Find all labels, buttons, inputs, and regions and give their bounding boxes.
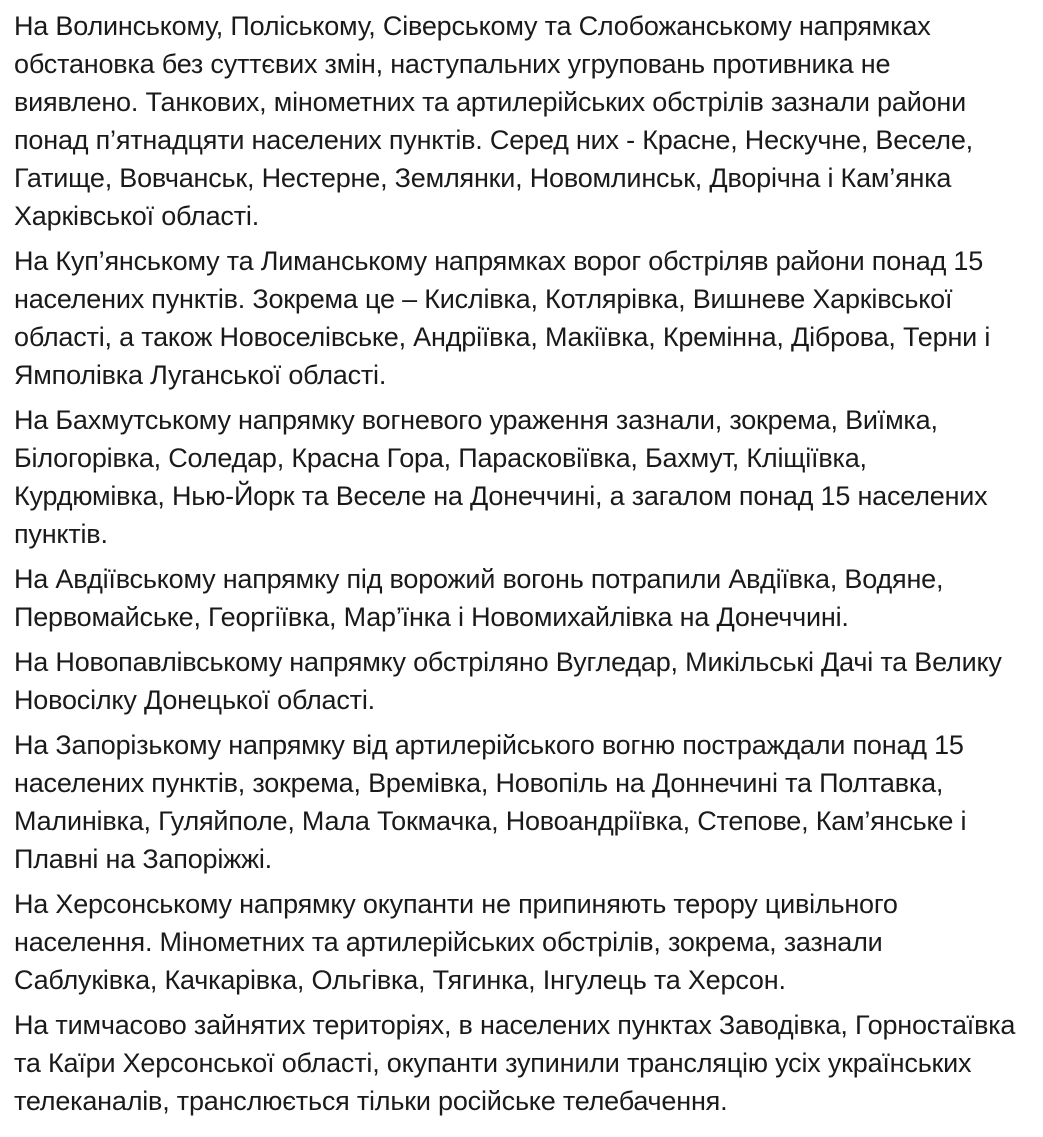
text-line: На Волинському, Поліському, Сіверському та Слобожанському напрямках [14, 11, 931, 41]
text-line: Білогорівка, Соледар, Красна Гора, Парасковіївка, Бахмут, Кліщіївка, [14, 443, 867, 473]
text-line: На Бахмутському напрямку вогневого ураження зазнали, зокрема, Виїмка, [14, 405, 938, 435]
text-line: населених пунктів. Зокрема це – Кислівка, Котлярівка, Вишневе Харківської [14, 284, 953, 314]
text-line: На Куп’янському та Лиманському напрямках ворог обстріляв райони понад 15 [14, 246, 984, 276]
paragraph [14, 885, 1029, 999]
text-line: та Каїри Херсонської області, окупанти зупинили трансляцію усіх українських [14, 1048, 972, 1078]
text-line: Плавні на Запоріжжі. [14, 844, 272, 874]
text-line: області, а також Новоселівське, Андріївка, Макіївка, Кремінна, Діброва, Терни і [14, 322, 991, 352]
paragraph [14, 401, 1029, 553]
paragraph [14, 643, 1029, 719]
text-line: телеканалів, транслюється тільки російське телебачення. [14, 1086, 728, 1116]
document-body [14, 7, 1029, 1120]
paragraph [14, 560, 1029, 636]
paragraph [14, 7, 1029, 235]
paragraph [14, 242, 1029, 394]
text-line: обстановка без суттєвих змін, наступальних угруповань противника не [14, 49, 891, 79]
text-line: Курдюмівка, Нью-Йорк та Веселе на Донеччині, а загалом понад 15 населених [14, 481, 988, 511]
text-line: пунктів. [14, 519, 108, 549]
text-line: На Авдіївському напрямку під ворожий вогонь потрапили Авдіївка, Водяне, [14, 564, 944, 594]
text-line: Первомайське, Георгіївка, Мар’їнка і Новомихайлівка на Донеччині. [14, 602, 849, 632]
text-line: понад п’ятнадцяти населених пунктів. Серед них - Красне, Нескучне, Веселе, [14, 125, 973, 155]
text-line: Малинівка, Гуляйполе, Мала Токмачка, Новоандріївка, Степове, Кам’янське і [14, 806, 967, 836]
text-line: Саблуківка, Качкарівка, Ольгівка, Тягинка, Інгулець та Херсон. [14, 965, 786, 995]
text-line: На Новопавлівському напрямку обстріляно Вугледар, Микільські Дачі та Велику [14, 647, 1002, 677]
text-line: населених пунктів, зокрема, Времівка, Новопіль на Доннечині та Полтавка, [14, 768, 944, 798]
text-line: виявлено. Танкових, мінометних та артилерійських обстрілів зазнали райони [14, 87, 966, 117]
text-line: Гатище, Вовчанськ, Нестерне, Землянки, Новомлинськ, Дворічна і Кам’янка [14, 163, 952, 193]
text-line: Новосілку Донецької області. [14, 685, 375, 715]
text-line: На Запорізькому напрямку від артилерійського вогню постраждали понад 15 [14, 730, 964, 760]
paragraph [14, 1006, 1029, 1120]
paragraph [14, 726, 1029, 878]
text-line: Ямполівка Луганської області. [14, 360, 387, 390]
text-line: населення. Мінометних та артилерійських обстрілів, зокрема, зазнали [14, 927, 883, 957]
text-line: На тимчасово зайнятих територіях, в населених пунктах Заводівка, Горностаївка [14, 1010, 1016, 1040]
text-line: Харківської області. [14, 201, 259, 231]
text-line: На Херсонському напрямку окупанти не припиняють терору цивільного [14, 889, 898, 919]
